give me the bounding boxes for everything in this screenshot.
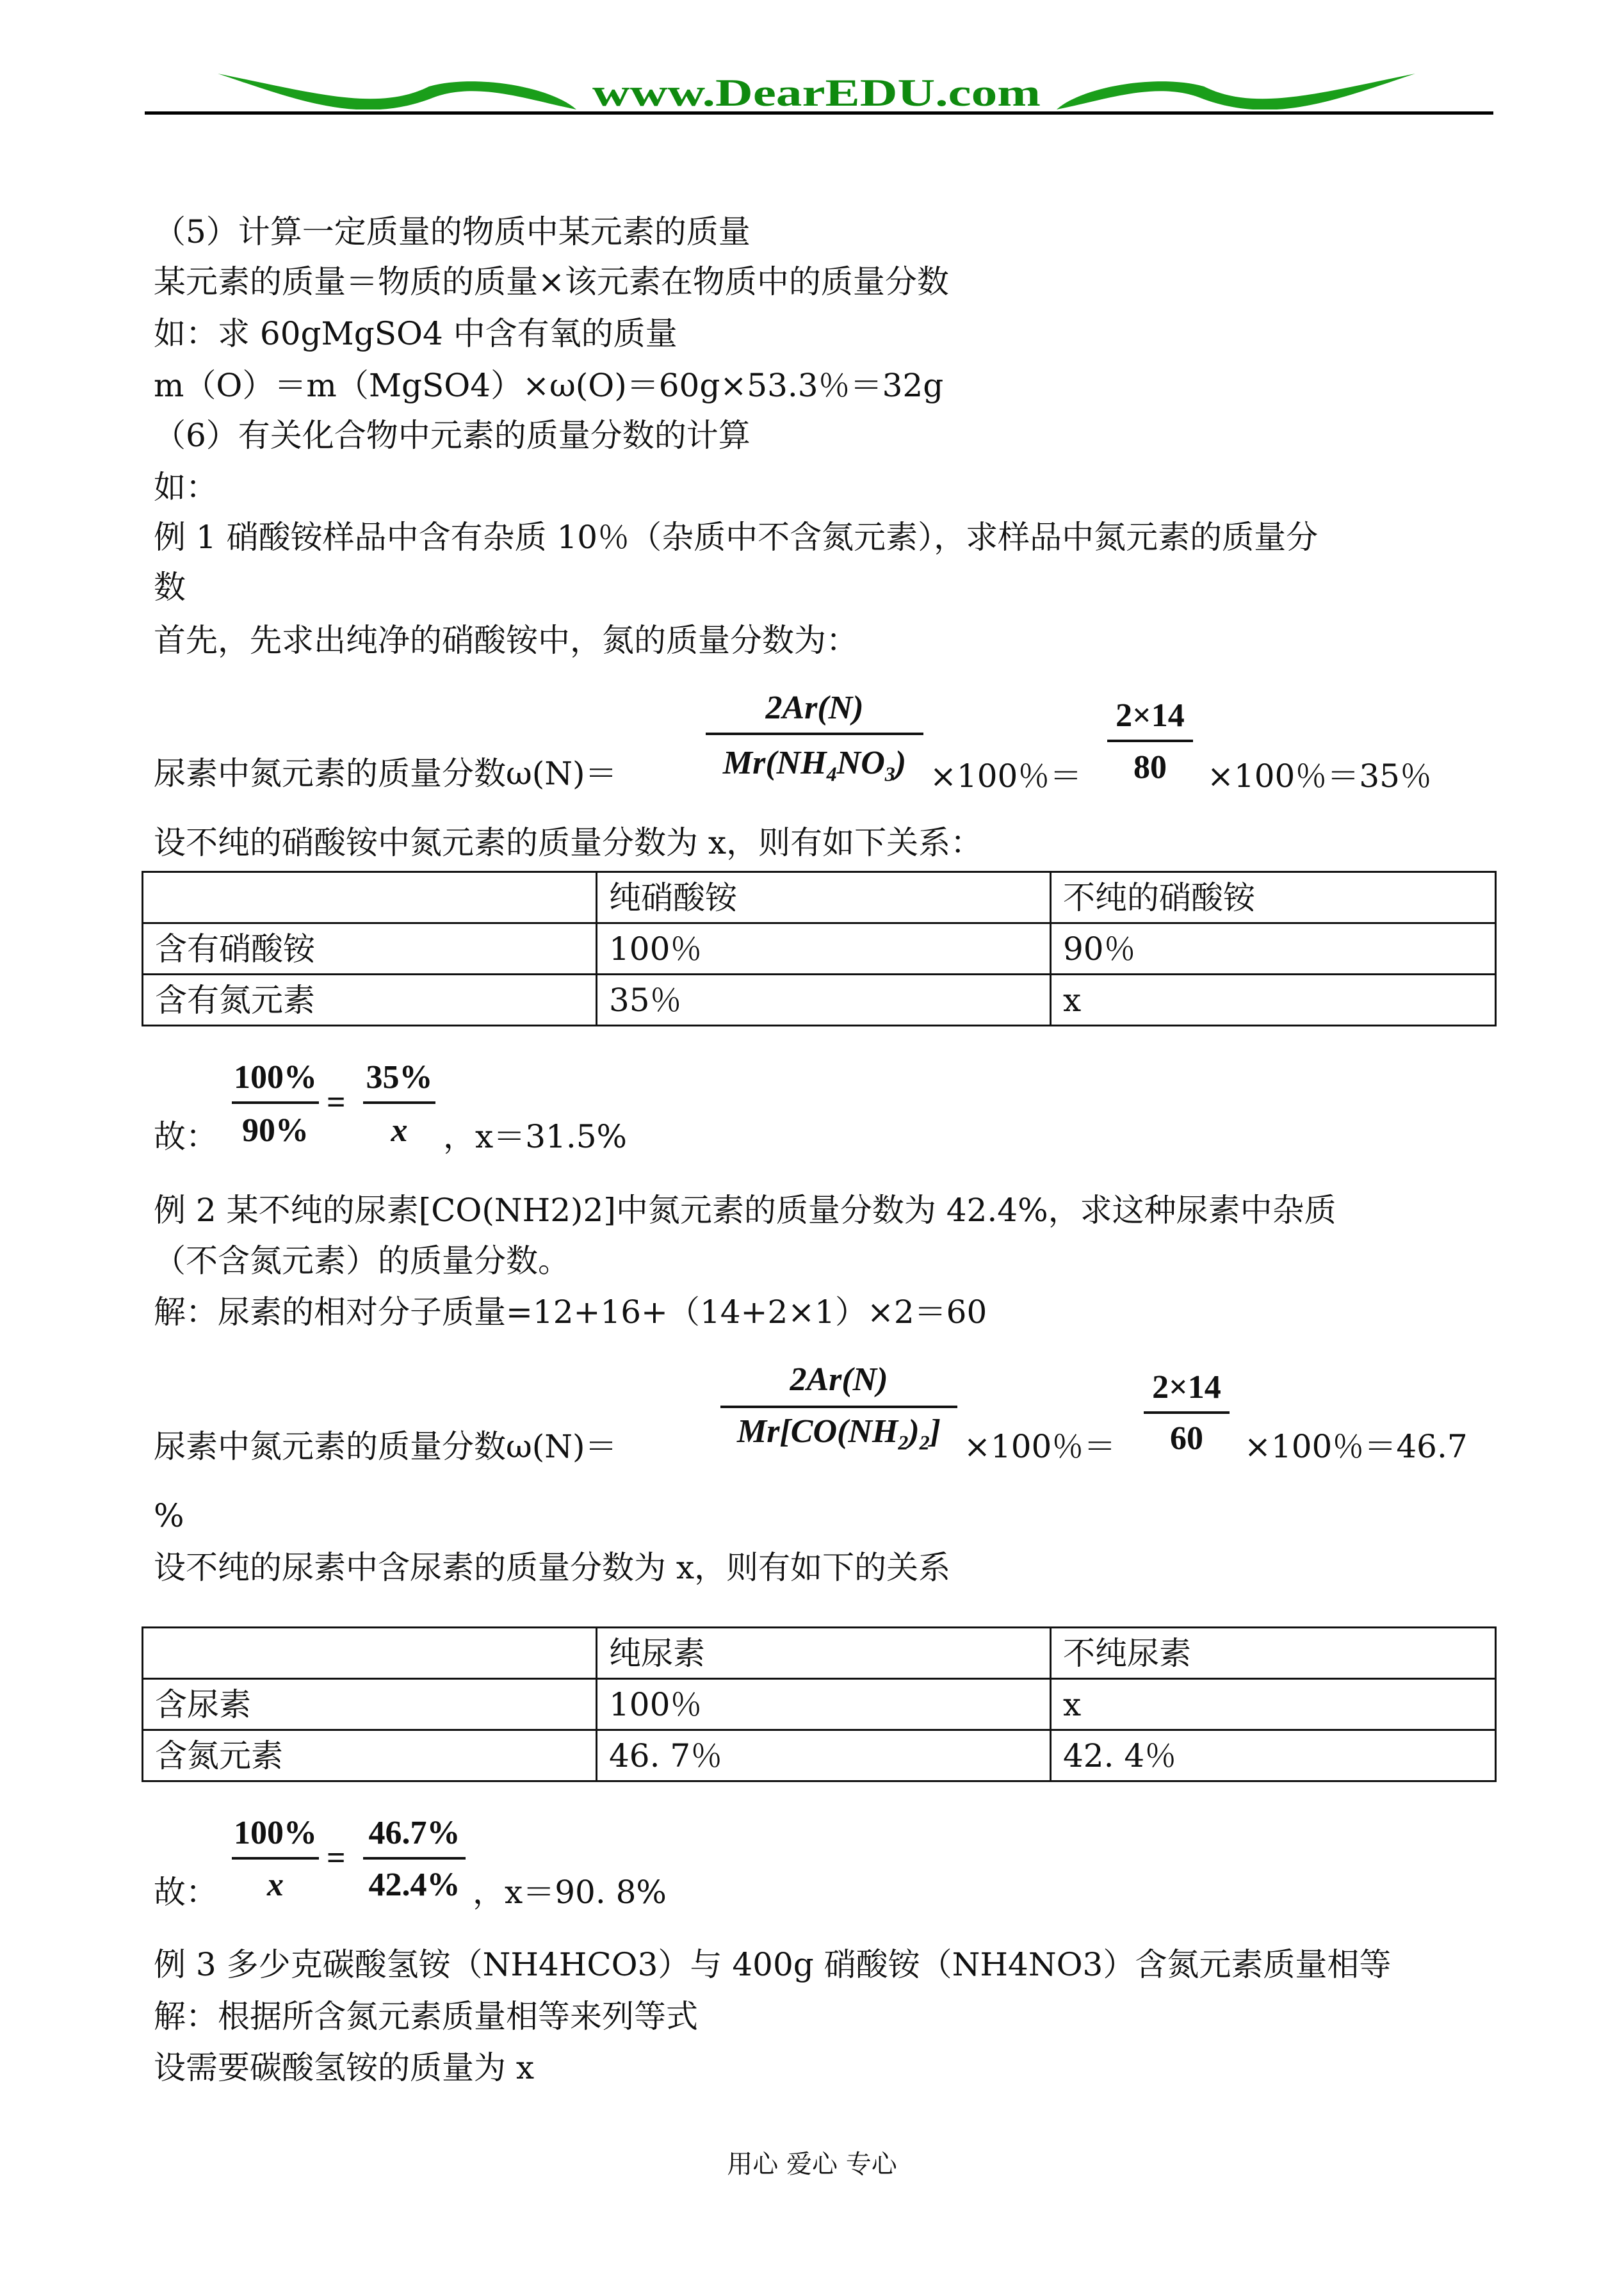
- text-line: m（O）＝m（MgSO4）×ω(O)＝60g×53.3％＝32g: [154, 367, 944, 404]
- example-3: 例 3 多少克碳酸氢铵（NH4HCO3）与 400g 硝酸铵（NH4NO3）含氮元素质量相等: [154, 1946, 1392, 1983]
- formula1-numerator2: 2×14: [1116, 697, 1185, 734]
- formula2-denominator2: 60: [1170, 1420, 1203, 1457]
- fraction-bar: [720, 1406, 957, 1408]
- formula1-numerator: 2Ar(N): [765, 690, 864, 726]
- formula2-numerator2: 2×14: [1152, 1369, 1221, 1406]
- fraction-bar: [363, 1857, 466, 1860]
- eq2-d1: x: [267, 1867, 284, 1903]
- text-line: 设需要碳酸氢铵的质量为 x: [154, 2049, 535, 2086]
- section-5-heading: （5）计算一定质量的物质中某元素的质量: [154, 213, 751, 250]
- svg-text:www.DearEDU.com: www.DearEDU.com: [592, 74, 1041, 109]
- text-line: 如：: [154, 469, 218, 506]
- table-ammonium-nitrate: [142, 871, 1497, 1026]
- text-line: 某元素的质量＝物质的质量×该元素在物质中的质量分数: [154, 263, 949, 300]
- fraction-bar: [363, 1101, 435, 1104]
- eq2-result: ，x＝90. 8%: [473, 1874, 667, 1911]
- formula2-result: ×100％＝46.7: [1244, 1428, 1468, 1465]
- formula2-label: 尿素中氮元素的质量分数ω(N)＝: [154, 1428, 617, 1465]
- text-line: 设不纯的尿素中含尿素的质量分数为 x，则有如下的关系: [154, 1549, 951, 1586]
- text-line: 数: [154, 569, 186, 606]
- fraction-bar: [1107, 740, 1193, 742]
- fraction-bar: [1144, 1411, 1230, 1414]
- formula1-result: ×100％＝35％: [1207, 758, 1432, 795]
- table-header-row: 纯硝酸铵 不纯的硝酸铵: [143, 872, 1496, 923]
- text-line: （不含氮元素）的质量分数。: [154, 1242, 570, 1279]
- eq1-d1: 90%: [242, 1112, 309, 1149]
- eq2-d2: 42.4%: [368, 1867, 460, 1903]
- formula2-denominator: $Mr[CO(NH_2)_2]$: [737, 1413, 941, 1454]
- formula1-mid: ×100％＝: [930, 758, 1082, 795]
- fraction-bar: [232, 1101, 319, 1104]
- eq2-n1: 100%: [234, 1815, 317, 1851]
- eq2-equals: =: [327, 1840, 346, 1876]
- fraction-bar: [706, 733, 923, 735]
- formula2-mid: ×100％＝: [964, 1428, 1116, 1465]
- eq1-result: ，x＝31.5%: [443, 1118, 628, 1155]
- text-line: 解：尿素的相对分子质量=12+16+（14+2×1）×2＝60: [154, 1293, 987, 1331]
- eq1-n1: 100%: [234, 1059, 317, 1096]
- eq1-d2: x: [391, 1112, 408, 1149]
- formula1-denominator2: 80: [1133, 749, 1167, 786]
- eq1-n2: 35%: [366, 1059, 433, 1096]
- text-line: 解：根据所含氮元素质量相等来列等式: [154, 1998, 698, 2035]
- text-line: 首先，先求出纯净的硝酸铵中，氮的质量分数为：: [154, 622, 858, 659]
- eq1-prefix: 故：: [154, 1118, 218, 1155]
- page-footer: 用心 爱心 专心: [727, 2150, 897, 2179]
- example-2: 例 2 某不纯的尿素[CO(NH2)2]中氮元素的质量分数为 42.4%，求这种尿素中杂质: [154, 1192, 1336, 1229]
- table-row: 含有氮元素 35％ x: [143, 975, 1496, 1026]
- eq1-equals: =: [327, 1084, 346, 1121]
- table-urea: [142, 1626, 1497, 1782]
- fraction-bar: [232, 1857, 319, 1860]
- eq2-prefix: 故：: [154, 1874, 218, 1911]
- eq2-n2: 46.7%: [368, 1815, 460, 1851]
- formula1-denominator: $Mr(NH_4NO_3)$: [722, 745, 907, 786]
- text-line: %: [154, 1497, 184, 1534]
- section-6-heading: （6）有关化合物中元素的质量分数的计算: [154, 417, 751, 454]
- table-row: 含有硝酸铵 100％ 90％: [143, 923, 1496, 975]
- table-header-row: 纯尿素 不纯尿素: [143, 1628, 1496, 1679]
- formula2-numerator: 2Ar(N): [790, 1361, 888, 1398]
- header-rule: [145, 111, 1493, 115]
- text-line: 设不纯的硝酸铵中氮元素的质量分数为 x，则有如下关系：: [154, 824, 983, 861]
- table-row: 含尿素 100％ x: [143, 1679, 1496, 1730]
- text-line: 如：求 60gMgSO4 中含有氧的质量: [154, 315, 678, 352]
- formula1-label: 尿素中氮元素的质量分数ω(N)＝: [154, 755, 617, 792]
- example-1: 例 1 硝酸铵样品中含有杂质 10％（杂质中不含氮元素），求样品中氮元素的质量分: [154, 519, 1319, 556]
- table-row: 含氮元素 46. 7％ 42. 4％: [143, 1730, 1496, 1781]
- site-logo-banner: [218, 74, 1415, 109]
